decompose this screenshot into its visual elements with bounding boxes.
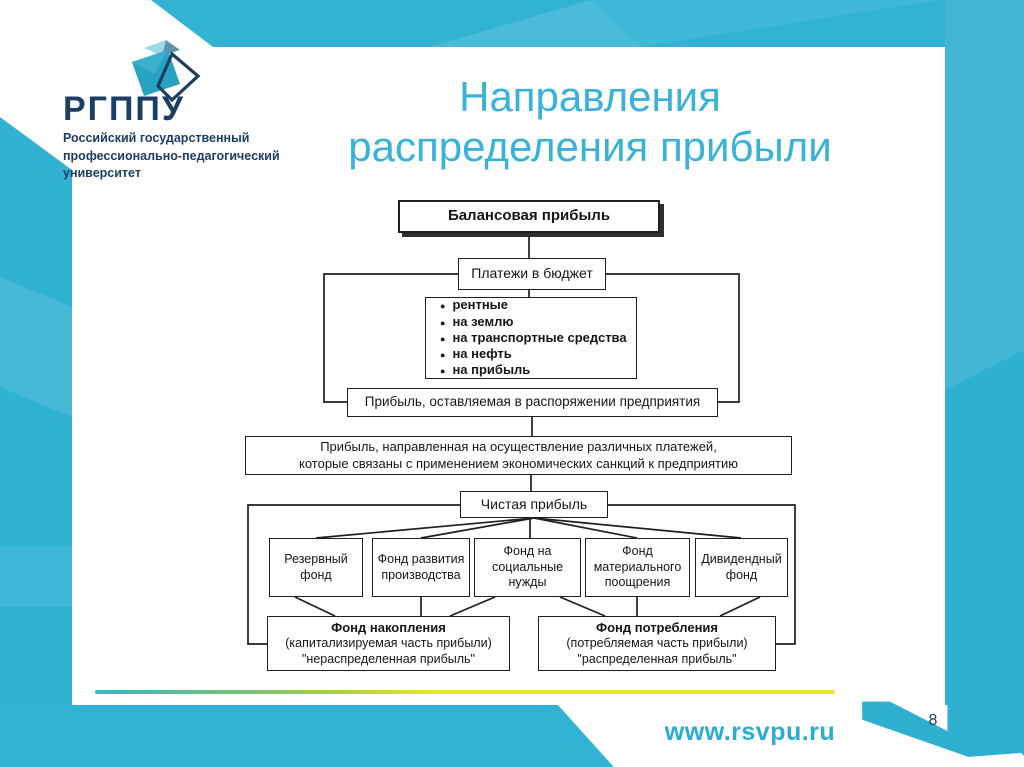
- sanctions-line: Прибыль, направленная на осуществление различных платежей,: [320, 439, 717, 455]
- node-net-profit: Чистая прибыль: [460, 491, 608, 518]
- logo-org-line: Российский государственный: [63, 131, 250, 145]
- right-teal-strip: [945, 0, 1024, 706]
- slide-title-line1: Направления: [459, 73, 721, 120]
- tax-list-item: [440, 362, 530, 378]
- node-budget-payments: Платежи в бюджет: [458, 258, 606, 290]
- node-consumption-fund: [538, 616, 776, 671]
- node-accumulation-fund: [267, 616, 510, 671]
- logo-org-line: профессионально-педагогический: [63, 148, 280, 163]
- tax-list-item: [440, 330, 627, 346]
- consumption-fund-title: Фонд потребления: [595, 619, 719, 635]
- node-balance-profit: Балансовая прибыль: [398, 200, 660, 233]
- logo-org-line: университет: [63, 166, 141, 180]
- tax-list-item: [440, 346, 512, 362]
- strip-facet: [0, 277, 72, 417]
- node-retained-profit: Прибыль, оставляемая в распоряжении предприятия: [347, 388, 718, 417]
- consumption-fund-line: (потребляемая часть прибыли): [566, 636, 748, 650]
- profit-distribution-flowchart: [240, 195, 820, 685]
- bullet-icon: ●: [440, 333, 446, 344]
- bullet-icon: ●: [440, 317, 446, 328]
- tax-list-item-label: рентные: [452, 297, 509, 313]
- node-reserve-fund: Резервный фонд: [269, 538, 363, 597]
- accumulation-fund-title: Фонд накопления: [331, 619, 446, 635]
- logo-org-name: [63, 130, 303, 183]
- consumption-fund-line: "распределенная прибыль": [577, 651, 737, 666]
- tax-list-item: [440, 314, 513, 330]
- tax-list-item-label: на нефть: [452, 346, 512, 362]
- accumulation-fund-line: (капитализируемая часть прибыли): [285, 636, 492, 650]
- strip-facet: [0, 547, 72, 607]
- logo-acronym: РГППУ: [63, 90, 185, 128]
- node-tax-list: [425, 297, 637, 379]
- node-incentive-fund: Фонд материального поощрения: [585, 538, 690, 597]
- tax-list-item-label: на прибыль: [452, 362, 531, 378]
- node-sanctions-profit: [245, 436, 792, 475]
- node-dividend-fund: Дивидендный фонд: [695, 538, 788, 597]
- footer-url-link[interactable]: www.rsvpu.ru: [664, 718, 836, 746]
- tax-list-item-label: на транспортные средства: [452, 329, 627, 345]
- left-teal-strip: [0, 117, 72, 767]
- node-development-fund: Фонд развития производства: [372, 538, 470, 597]
- accumulation-fund-line: "нераспределенная прибыль": [301, 651, 475, 666]
- bullet-icon: ●: [440, 301, 446, 312]
- tax-list-item-label: на землю: [452, 313, 514, 329]
- bullet-icon: ●: [440, 350, 446, 361]
- tax-list-item: [440, 297, 508, 313]
- page-number: 8: [928, 712, 938, 729]
- strip-facet: [945, 0, 1024, 390]
- bullet-icon: ●: [440, 366, 446, 377]
- node-social-fund: Фонд на социальные нужды: [474, 538, 581, 597]
- slide-title: [295, 72, 885, 173]
- accent-gradient-line: [95, 690, 835, 694]
- slide-title-line2: распределения прибыли: [348, 123, 832, 171]
- sanctions-line: которые связаны с применением экономических санкций к предприятию: [299, 455, 738, 471]
